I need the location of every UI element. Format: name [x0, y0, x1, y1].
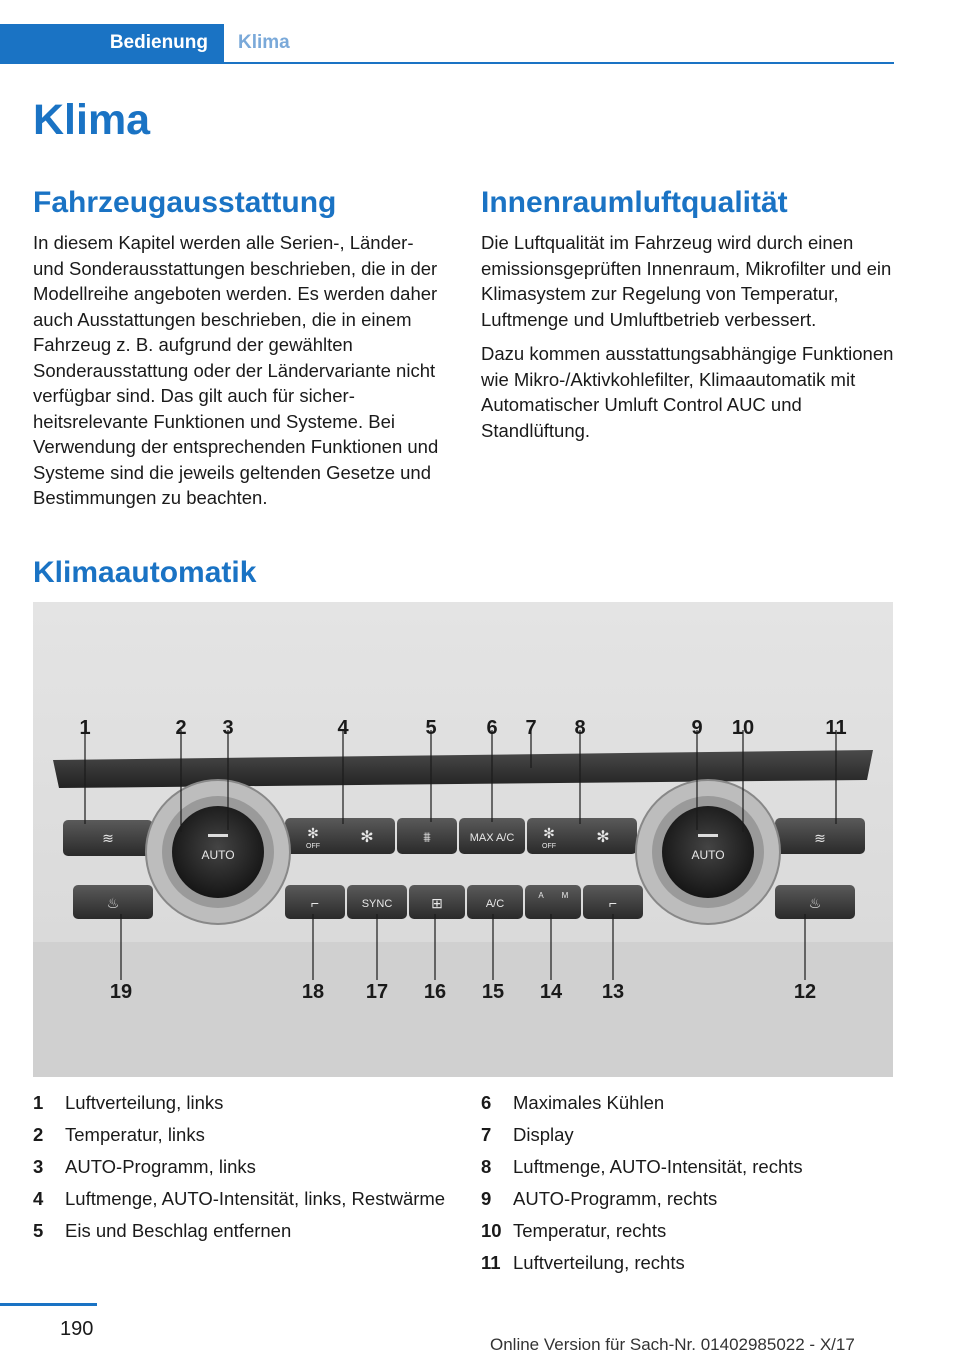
legend-number: 6 [481, 1092, 492, 1113]
seat-icon: ⌐ [608, 895, 618, 911]
legend-item [33, 1218, 447, 1243]
callout-number: 18 [301, 981, 325, 1003]
callout-number: 13 [601, 981, 625, 1003]
legend-item [481, 1090, 895, 1115]
sync-label: SYNC [361, 898, 393, 910]
callout-number: 4 [337, 717, 349, 739]
fan-icon: ✻ [543, 825, 555, 841]
air-distribution-icon: ≋ [814, 830, 826, 846]
fan-icon: ✻ [307, 825, 319, 841]
air-distribution-icon: ≋ [102, 830, 114, 846]
legend-number: 9 [481, 1188, 492, 1209]
legend-text: Temperatur, links [65, 1124, 205, 1145]
callout-number: 5 [425, 717, 437, 739]
legend-item [481, 1186, 895, 1211]
callout-number: 11 [825, 717, 847, 739]
legend-item [481, 1154, 895, 1179]
callout-number: 9 [691, 717, 703, 739]
legend-number: 7 [481, 1124, 492, 1145]
legend-number: 1 [33, 1092, 44, 1113]
auc-a-label: A [538, 891, 544, 900]
fan-icon: ✻ [360, 829, 374, 846]
rear-defrost-icon: ⊞ [431, 895, 443, 911]
legend-text: Luftmenge, AUTO-Intensität, rechts [513, 1156, 803, 1177]
legend-right [481, 1090, 895, 1282]
off-right-label: OFF [542, 843, 556, 850]
header-tabbar [0, 24, 894, 64]
paragraph: Die Luftqualität im Fahrzeug wird durch einen emissionsgeprüften Innenraum, Mikrofilter und ein Klimasystem zur Regelung von Temperatur, Luftmenge und Umluftbetrieb verbessert. [481, 232, 892, 330]
legend-text: AUTO-Programm, links [65, 1156, 256, 1177]
legend-item [481, 1250, 895, 1275]
legend-text: Luftverteilung, links [65, 1092, 224, 1113]
footer-divider [0, 1303, 97, 1306]
tab-klima[interactable]: Klima [238, 32, 290, 53]
off-left-label: OFF [306, 843, 320, 850]
callout-number: 8 [574, 717, 586, 739]
legend-number: 8 [481, 1156, 492, 1177]
max-ac-label: MAX A/C [469, 832, 515, 844]
legend-item [33, 1186, 447, 1211]
legend-text: Luftmenge, AUTO-Intensität, links, Restwärme [65, 1188, 446, 1209]
paragraph: Dazu kommen ausstattungsabhängige Funktionen wie Mikro-/Aktivkohlefilter, Klimaautomatik mit Automatischer Umluft Control AUC und Standlüftung. [481, 343, 894, 441]
callout-number: 1 [79, 717, 91, 739]
legend-item [33, 1090, 447, 1115]
legend-left [33, 1090, 447, 1250]
ac-label: A/C [485, 898, 505, 910]
callout-number: 15 [481, 981, 505, 1003]
legend-number: 10 [481, 1220, 502, 1241]
callout-number: 3 [222, 717, 234, 739]
seat-heat-icon: ♨ [106, 895, 120, 911]
defrost-icon: ⩩ [423, 829, 431, 845]
left-column [33, 186, 447, 520]
auto-right-label: AUTO [691, 848, 725, 862]
legend-text: Maximales Kühlen [513, 1092, 665, 1113]
legend-number: 4 [33, 1188, 44, 1209]
callout-number: 19 [109, 981, 133, 1003]
legend-text: Temperatur, rechts [513, 1220, 667, 1241]
callout-number: 17 [365, 981, 389, 1003]
legend-text: AUTO-Programm, rechts [513, 1188, 718, 1209]
legend-item [481, 1122, 895, 1147]
callout-number: 14 [539, 981, 563, 1003]
online-version-note: Online Version für Sach-Nr. 01402985022 - X/17 [490, 1335, 855, 1354]
legend-text: Eis und Beschlag entfernen [65, 1220, 292, 1241]
section-heading-fahrzeugausstattung: Fahrzeugausstattung [33, 186, 337, 219]
section-heading-klimaautomatik: Klimaautomatik [33, 556, 257, 589]
fan-left-button[interactable] [285, 818, 395, 854]
legend-number: 5 [33, 1220, 44, 1241]
auc-m-label: M [561, 891, 569, 900]
callout-number: 16 [423, 981, 447, 1003]
callout-number: 7 [525, 717, 537, 739]
legend-item [481, 1218, 895, 1243]
page-title: Klima [33, 96, 151, 144]
callout-number: 12 [793, 981, 817, 1003]
tab-bedienung[interactable]: Bedienung [0, 24, 224, 62]
auc-button[interactable] [525, 885, 581, 919]
legend-item [33, 1122, 447, 1147]
legend-number: 3 [33, 1156, 44, 1177]
seat-icon: ⌐ [310, 895, 320, 911]
legend-text: Display [513, 1124, 574, 1145]
section-heading-innenraumluftqualitaet: Innenraumluftqualität [481, 186, 788, 219]
legend-number: 11 [481, 1252, 501, 1273]
right-column [481, 186, 895, 452]
legend-item [33, 1154, 447, 1179]
climate-panel-figure [33, 602, 893, 1077]
page-number: 190 [60, 1318, 94, 1340]
callout-number: 6 [486, 717, 498, 739]
callout-number: 2 [175, 717, 187, 739]
callout-number: 10 [731, 717, 755, 739]
auto-left-label: AUTO [201, 848, 235, 862]
paragraph: In diesem Kapitel werden alle Serien-, Länder- und Sonderausstattungen beschrieben, die in der Modellreihe angeboten werden. Es werden daher auch Ausstattungen beschrieben, die in einem Fahrzeug z. B. aufgrund der gewählten Sonderausstattung oder der Ländervariante nicht verfügbar sind. Das gilt auch für sicherheitsrelevante Funktionen und Systeme. Bei Verwendung der entsprechenden Funktionen und Systeme sind die jeweils geltenden Gesetze und Bestimmungen zu beachten. [33, 232, 439, 508]
fan-icon: ✻ [596, 829, 610, 846]
seat-heat-icon: ♨ [808, 895, 822, 911]
legend-text: Luftverteilung, rechts [513, 1252, 685, 1273]
legend-number: 2 [33, 1124, 44, 1145]
